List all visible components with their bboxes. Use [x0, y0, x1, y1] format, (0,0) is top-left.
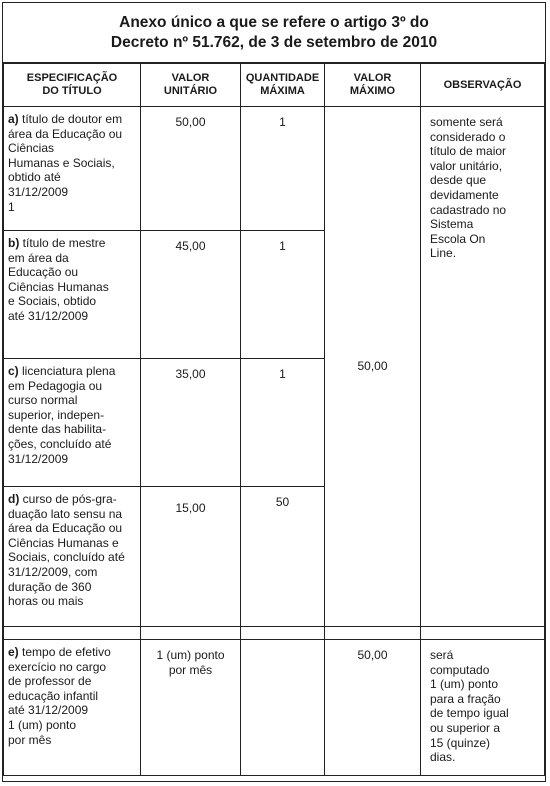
- header-max-qty: QUANTIDADE MÁXIMA: [241, 64, 325, 107]
- table-row: [4, 107, 545, 231]
- row-d-max-qty: 50: [241, 487, 325, 627]
- header-spec: ESPECIFICAÇÃO DO TÍTULO: [4, 64, 141, 107]
- row-a-letter: a): [8, 112, 19, 126]
- row-b-text: título de mestre em área da Educação ou Ciências Humanas e Sociais, obtido até 31/12/2009: [8, 236, 109, 323]
- row-a-text: título de doutor em área da Educação ou Ciências Humanas e Sociais, obtido até 31/12/2009 1: [8, 112, 123, 214]
- divider-cell: [4, 627, 141, 640]
- annex-title: [3, 3, 545, 63]
- title-line-1: Anexo único a que se refere o artigo 3º do: [119, 14, 429, 31]
- row-e-spec: [4, 640, 141, 776]
- row-c-letter: c): [8, 364, 19, 378]
- table-divider-row: [4, 627, 545, 640]
- annex-table-frame: [2, 2, 546, 782]
- row-c-unit-value: 35,00: [141, 359, 241, 487]
- row-c-text: licenciatura plena em Pedagogia ou curso normal superior, indepen- dente das habilita- ções, concluído até 31/12/2009: [8, 364, 116, 466]
- row-e-max-qty: [241, 640, 325, 776]
- divider-cell: [141, 627, 241, 640]
- table-header-row: [4, 64, 545, 107]
- row-b-letter: b): [8, 236, 20, 250]
- row-a-spec: [4, 107, 141, 231]
- row-c-max-qty: 1: [241, 359, 325, 487]
- header-unit-value: VALOR UNITÁRIO: [141, 64, 241, 107]
- row-b-spec: [4, 231, 141, 359]
- row-e-max-value: 50,00: [325, 640, 421, 776]
- group-max-value: 50,00: [325, 107, 421, 627]
- row-e-text: tempo de efetivo exercício no cargo de professor de educação infantil até 31/12/2009 1 (um) ponto por mês: [8, 645, 111, 747]
- criteria-table: [3, 63, 545, 776]
- divider-cell: [421, 627, 545, 640]
- row-d-unit-value: 15,00: [141, 487, 241, 627]
- row-d-text: curso de pós-gra- duação lato sensu na área da Educação ou Ciências Humanas e Sociais, concluído até 31/12/2009, com duração de 360 horas ou mais: [8, 492, 125, 609]
- row-e-observation: será computado 1 (um) ponto para a fração de tempo igual ou superior a 15 (quinze) dias.: [421, 640, 545, 776]
- title-line-2: Decreto nº 51.762, de 3 de setembro de 2010: [110, 34, 438, 51]
- row-e-unit-value: 1 (um) ponto por mês: [141, 640, 241, 776]
- row-a-max-qty: 1: [241, 107, 325, 231]
- row-e-letter: e): [8, 645, 19, 659]
- row-b-unit-value: 45,00: [141, 231, 241, 359]
- table-row: [4, 640, 545, 776]
- header-observation: OBSERVAÇÃO: [421, 64, 545, 107]
- header-max-value: VALOR MÁXIMO: [325, 64, 421, 107]
- row-b-max-qty: 1: [241, 231, 325, 359]
- row-d-letter: d): [8, 492, 20, 506]
- row-c-spec: [4, 359, 141, 487]
- group-observation: somente será considerado o título de maior valor unitário, desde que devidamente cadastrado no Sistema Escola On Line.: [421, 107, 545, 627]
- row-a-unit-value: 50,00: [141, 107, 241, 231]
- divider-cell: [241, 627, 325, 640]
- row-d-spec: [4, 487, 141, 627]
- divider-cell: [325, 627, 421, 640]
